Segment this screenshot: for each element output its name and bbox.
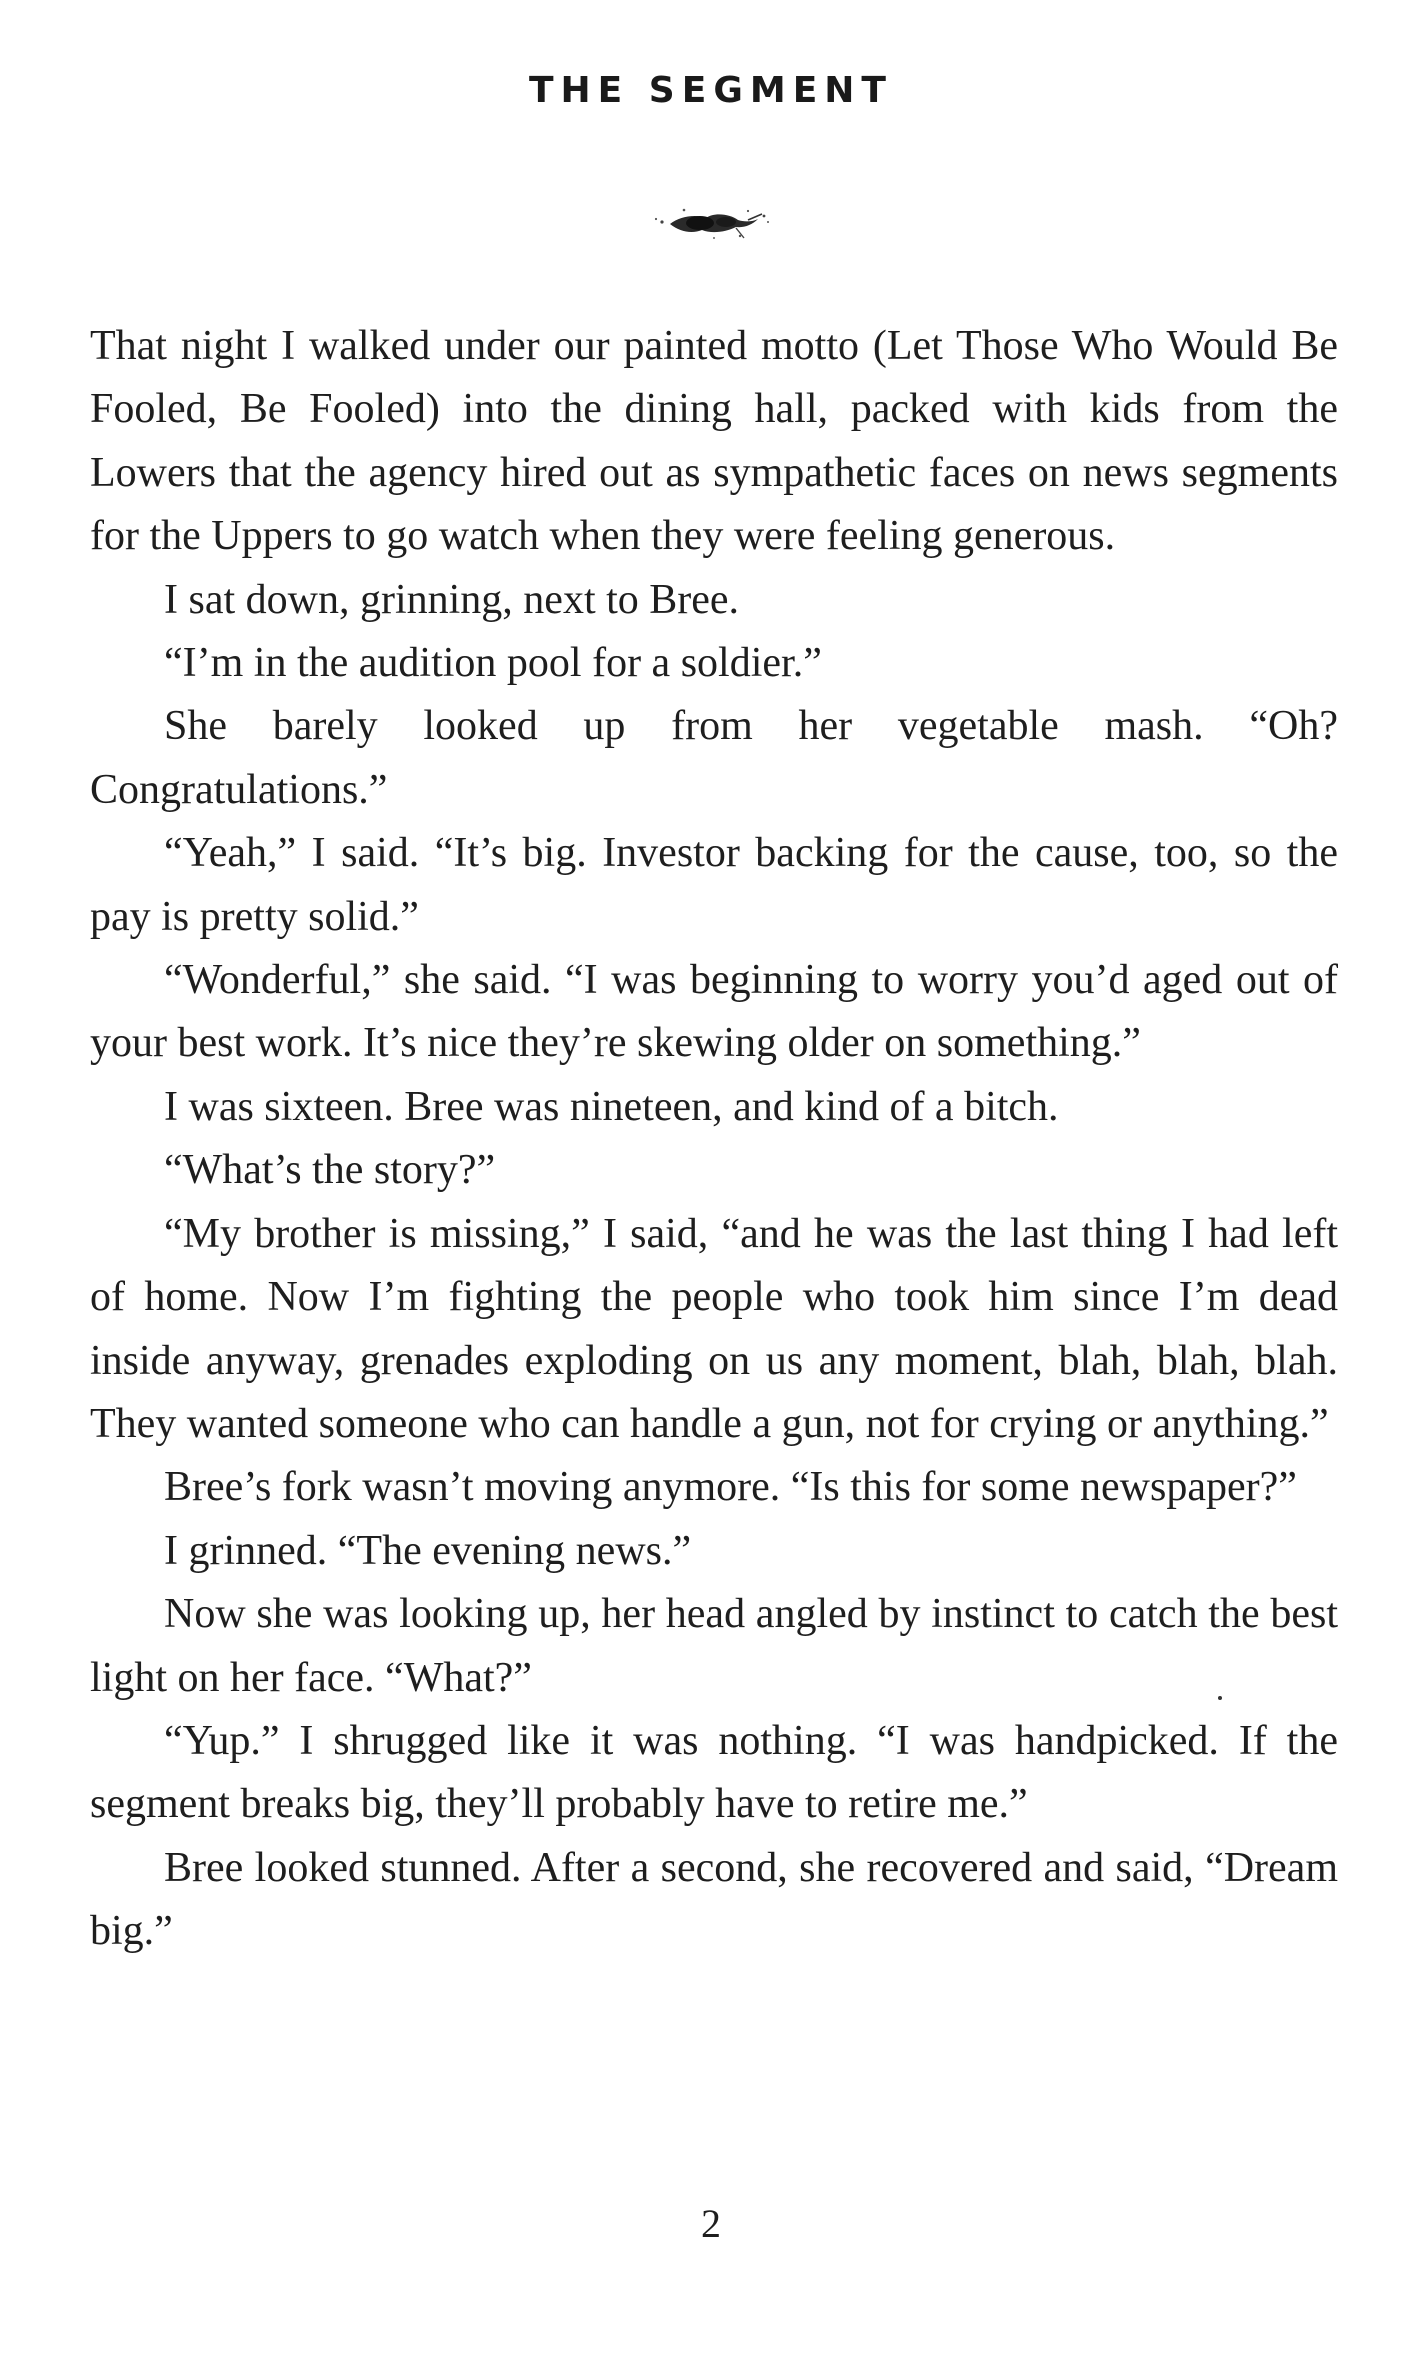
chapter-body (90, 315, 1338, 1964)
paragraph: I grinned. “The evening news.” (164, 1527, 692, 1574)
paragraph: “Yeah,” I said. “It’s big. Investor backing for the cause, too, so the pay is pretty solid.” (90, 830, 1338, 940)
paragraph: I sat down, grinning, next to Bree. (164, 576, 740, 623)
chapter-title: THE SEGMENT (529, 70, 893, 111)
paragraph: “Wonderful,” she said. “I was beginning to worry you’d aged out of your best work. It’s nice they’re skewing older on something.” (90, 957, 1338, 1067)
paragraph: That night I walked under our painted motto (Let Those Who Would Be Fooled, Be Fooled) into the dining hall, packed with kids from the Lowers that the agency hired out as sympathetic faces on news segments for the Uppers to go watch when they were feeling generous. (90, 323, 1338, 560)
paragraph: “My brother is missing,” I said, “and he was the last thing I had left of home. Now I’m fighting the people who took him since I’m dead inside anyway, grenades exploding on us any moment, blah, blah, blah. They wanted someone who can handle a gun, not for crying or anything.” (90, 1210, 1338, 1447)
page-number: 2 (701, 2201, 721, 2246)
ink-speck-mark (1218, 1696, 1222, 1700)
paragraph: Now she was looking up, her head angled by instinct to catch the best light on her face. “What?” (90, 1591, 1338, 1701)
paragraph: “What’s the story?” (164, 1147, 496, 1194)
paragraph: Bree looked stunned. After a second, she recovered and said, “Dream big.” (90, 1844, 1338, 1955)
paragraph: Bree’s fork wasn’t moving anymore. “Is this for some newspaper?” (164, 1464, 1297, 1511)
paragraph: I was sixteen. Bree was nineteen, and kind of a bitch. (164, 1083, 1059, 1130)
ink-splatter-ornament-icon (640, 192, 780, 252)
paragraph: “I’m in the audition pool for a soldier.” (164, 640, 822, 687)
paragraph: She barely looked up from her vegetable mash. “Oh? Congratulations.” (90, 703, 1338, 813)
paragraph: “Yup.” I shrugged like it was nothing. “I was handpicked. If the segment breaks big, they’ll probably have to retire me.” (90, 1717, 1338, 1828)
